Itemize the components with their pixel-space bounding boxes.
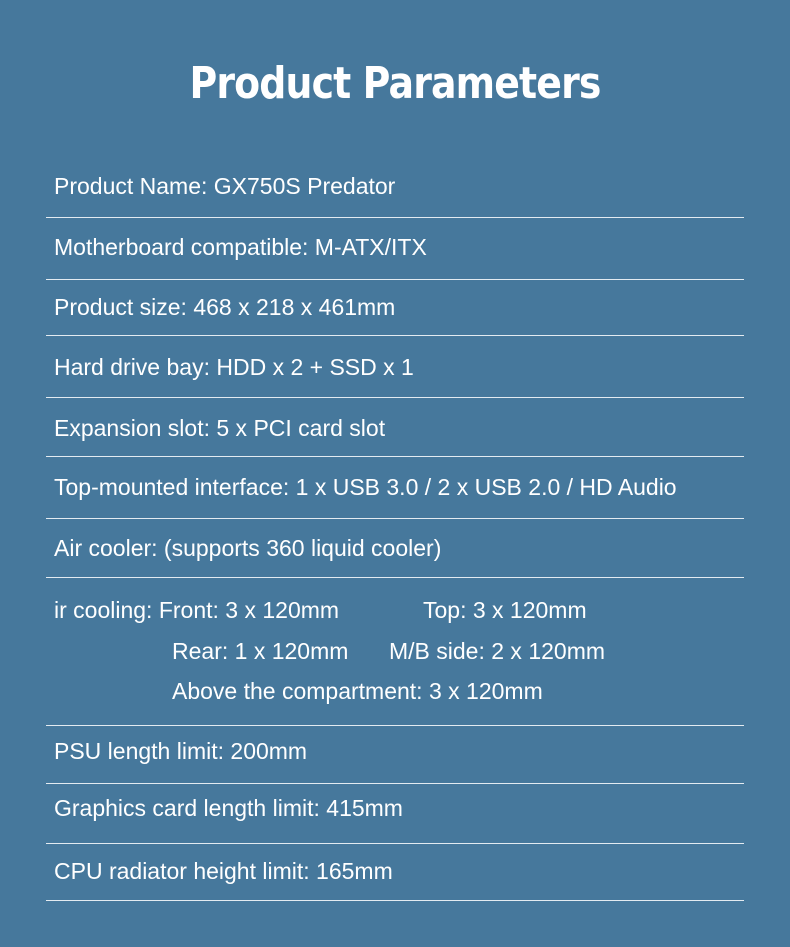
param-text: PSU length limit: 200mm bbox=[54, 738, 308, 764]
param-text: Top-mounted interface: 1 x USB 3.0 / 2 x USB 2.0 / HD Audio bbox=[54, 474, 677, 500]
param-row-expansion-slot bbox=[46, 397, 744, 457]
param-row-psu-length bbox=[46, 725, 744, 784]
param-row-cpu-radiator-height bbox=[46, 843, 744, 901]
air-cooling-rear: Rear: 1 x 120mm bbox=[172, 638, 349, 664]
param-text: Air cooler: (supports 360 liquid cooler) bbox=[54, 535, 442, 561]
air-cooling-mb-side: M/B side: 2 x 120mm bbox=[389, 638, 606, 664]
param-text: CPU radiator height limit: 165mm bbox=[54, 858, 393, 884]
param-row-hard-drive-bay bbox=[46, 335, 744, 398]
param-row-motherboard bbox=[46, 217, 744, 280]
param-row-product-size bbox=[46, 279, 744, 336]
param-text: Product size: 468 x 218 x 461mm bbox=[54, 294, 396, 320]
param-row-product-name bbox=[46, 157, 744, 218]
air-cooling-front: ir cooling: Front: 3 x 120mm bbox=[54, 597, 340, 623]
param-text: Expansion slot: 5 x PCI card slot bbox=[54, 415, 386, 441]
air-cooling-top: Top: 3 x 120mm bbox=[423, 597, 587, 623]
param-text: Motherboard compatible: M-ATX/ITX bbox=[54, 234, 427, 260]
page-title: Product Parameters bbox=[189, 58, 601, 109]
param-row-air-cooler bbox=[46, 518, 744, 578]
param-text: Graphics card length limit: 415mm bbox=[54, 795, 403, 821]
param-text: Hard drive bay: HDD x 2 + SSD x 1 bbox=[54, 354, 414, 380]
param-row-graphics-card-length bbox=[46, 783, 744, 844]
param-row-air-cooling bbox=[46, 577, 744, 726]
air-cooling-compartment: Above the compartment: 3 x 120mm bbox=[172, 678, 543, 704]
param-text: Product Name: GX750S Predator bbox=[54, 173, 396, 199]
param-row-top-interface bbox=[46, 456, 744, 519]
